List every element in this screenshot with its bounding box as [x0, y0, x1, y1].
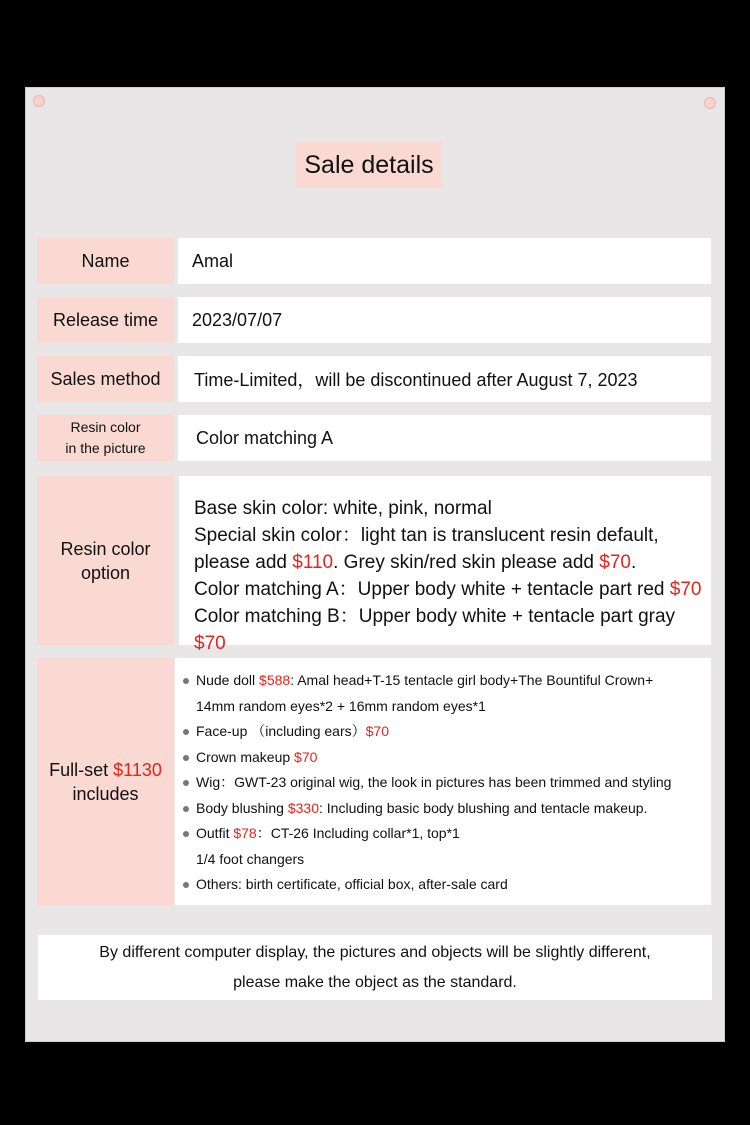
row-label: Release time	[37, 297, 174, 343]
bullet-icon	[183, 806, 189, 812]
list-item: Others: birth certificate, official box, after-sale card	[183, 872, 711, 898]
price: $70	[669, 579, 702, 600]
label-line: includes	[72, 783, 139, 804]
note-line: please make the object as the standard.	[233, 974, 517, 991]
row-value: Amal	[178, 238, 711, 284]
bullet-icon	[183, 831, 189, 837]
list-item-continuation: 14mm random eyes*2 + 16mm random eyes*1	[196, 697, 486, 714]
row-value	[179, 476, 711, 654]
label-line: in the picture	[65, 440, 146, 456]
price: $70	[194, 633, 226, 654]
list-item: Crown makeup $70	[183, 745, 711, 771]
row-resin-color-picture	[37, 415, 711, 461]
list-item: Body blushing $330: Including basic body blushing and tentacle makeup.	[183, 796, 711, 822]
disclaimer-note	[38, 935, 712, 1000]
row-label: Name	[37, 238, 174, 284]
option-line: Base skin color: white, pink, normal	[194, 498, 492, 519]
row-value	[175, 658, 711, 905]
note-line: By different computer display, the pictures and objects will be slightly different,	[99, 944, 651, 961]
page-title: Sale details	[296, 142, 442, 188]
option-line: please add $110. Grey skin/red skin please add $70.	[194, 552, 637, 573]
row-value: Time-Limited，will be discontinued after August 7, 2023	[178, 356, 711, 402]
row-fullset-includes	[37, 658, 711, 905]
label-line: Resin color	[70, 419, 141, 435]
row-label: Sales method	[37, 356, 174, 402]
corner-dot-icon	[704, 97, 716, 109]
row-sales-method	[37, 356, 711, 402]
bullet-icon	[183, 755, 189, 761]
row-label: Full-set $1130 includes	[37, 658, 174, 905]
bullet-icon	[183, 678, 189, 684]
bullet-icon	[183, 729, 189, 735]
list-item: Nude doll $588: Amal head+T-15 tentacle girl body+The Bountiful Crown+	[183, 668, 711, 694]
list-item: Wig：GWT-23 original wig, the look in pictures has been trimmed and styling	[183, 770, 711, 796]
label-line: Resin color	[60, 538, 151, 559]
price: $110	[292, 552, 334, 573]
row-resin-color-option	[37, 476, 711, 654]
sale-details-panel	[25, 87, 725, 1042]
row-release-time	[37, 297, 711, 343]
row-label	[37, 476, 174, 645]
list-item: Outfit $78：CT-26 Including collar*1, top*1	[183, 821, 711, 847]
bullet-icon	[183, 780, 189, 786]
list-item: Face-up （including ears）$70	[183, 719, 711, 745]
price: $1130	[113, 759, 162, 780]
price: $70	[599, 552, 631, 573]
option-line: Color matching A：Upper body white + tentacle part red $70	[194, 579, 702, 600]
corner-dot-icon	[33, 95, 45, 107]
option-line: Color matching B：Upper body white + tentacle part gray $70	[194, 606, 676, 654]
label-line: option	[80, 562, 131, 583]
option-line: Special skin color：light tan is translucent resin default,	[194, 525, 659, 546]
row-value: 2023/07/07	[178, 297, 711, 343]
row-name	[37, 238, 711, 284]
row-value: Color matching A	[178, 415, 711, 461]
list-item-continuation: 1/4 foot changers	[196, 850, 305, 867]
row-label	[37, 415, 174, 461]
bullet-icon	[183, 882, 189, 888]
